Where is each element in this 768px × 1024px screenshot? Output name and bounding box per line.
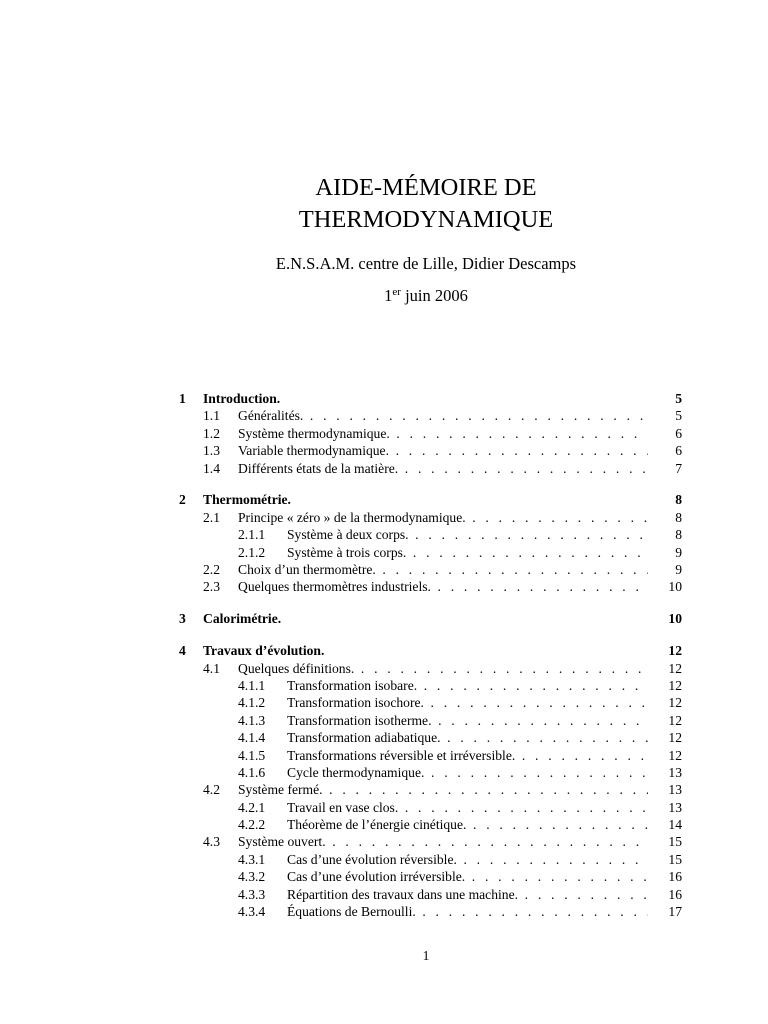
toc-spacer (179, 477, 682, 492)
toc-entry-title: Cas d’une évolution irréversible. . . . (287, 868, 648, 885)
toc-entry-title: Système ouvert. . . . (238, 833, 648, 850)
toc-entry-number: 2.3 (203, 579, 220, 595)
toc-entry-number: 4.1 (203, 660, 220, 676)
toc-entry-page: 16 (668, 869, 682, 885)
toc-subsection-entry[interactable] (179, 460, 682, 477)
toc-entry-number: 2.1 (203, 509, 220, 525)
toc-subsection-entry[interactable] (179, 561, 682, 578)
toc-entry-page: 10 (668, 611, 682, 627)
toc-entry-title: Transformation adiabatique. . . . (287, 729, 648, 746)
toc-subsubsection-entry[interactable] (179, 677, 682, 694)
toc-entry-number: 4 (179, 643, 186, 659)
toc-subsection-entry[interactable] (179, 833, 682, 850)
toc-entry-title: Principe « zéro » de la thermodynamique. . . . (238, 509, 648, 526)
toc-entry-page: 6 (675, 443, 682, 459)
toc-entry-number: 2.1.1 (238, 527, 266, 543)
toc-entry-title: Cycle thermodynamique. . . . (287, 764, 648, 781)
toc-entry-page: 12 (668, 643, 682, 659)
toc-entry-title: Théorème de l’énergie cinétique. . . . (287, 816, 648, 833)
toc-entry-number: 4.1.6 (238, 764, 266, 780)
toc-subsection-entry[interactable] (179, 509, 682, 526)
toc-entry-title: Quelques définitions. . . . (238, 660, 648, 677)
date-line (0, 286, 768, 306)
date-rest: juin 2006 (400, 286, 468, 305)
toc-entry-page: 8 (675, 527, 682, 543)
toc-subsubsection-entry[interactable] (179, 747, 682, 764)
toc-entry-page: 12 (668, 660, 682, 676)
author-line: E.N.S.A.M. centre de Lille, Didier Descamps (275, 254, 577, 273)
toc-entry-page: 12 (668, 747, 682, 763)
title-line-2: THERMODYNAMIQUE (298, 206, 554, 233)
toc-entry-page: 14 (668, 817, 682, 833)
toc-subsubsection-entry[interactable] (179, 903, 682, 920)
toc-entry-page: 13 (668, 799, 682, 815)
toc-entry-title: Système fermé. . . . (238, 781, 648, 798)
toc-entry-page: 12 (668, 677, 682, 693)
toc-entry-page: 5 (675, 391, 682, 406)
toc-subsubsection-entry[interactable] (179, 694, 682, 711)
toc-entry-title: Cas d’une évolution réversible. . . . (287, 851, 648, 868)
toc-entry-page: 8 (675, 492, 682, 508)
toc-entry-number: 2 (179, 492, 186, 508)
toc-entry-number: 4.3.4 (238, 904, 266, 920)
toc-entry-page: 15 (668, 851, 682, 867)
toc-entry-page: 16 (668, 886, 682, 902)
toc-entry-number: 4.3.1 (238, 851, 266, 867)
toc-entry-page: 12 (668, 730, 682, 746)
toc-entry-title: Système à trois corps. . . . (287, 544, 648, 561)
toc-subsubsection-entry[interactable] (179, 868, 682, 885)
toc-entry-page: 13 (668, 782, 682, 798)
toc-entry-number: 3 (179, 611, 186, 627)
toc-entry-number: 4.1.3 (238, 712, 266, 728)
date-day: 1 (384, 286, 393, 305)
toc-entry-number: 4.3 (203, 834, 220, 850)
toc-subsubsection-entry[interactable] (179, 712, 682, 729)
toc-subsection-entry[interactable] (179, 407, 682, 424)
toc-entry-page: 9 (675, 562, 682, 578)
toc-entry-page: 7 (675, 460, 682, 476)
toc-section-entry[interactable] (179, 642, 682, 659)
toc-entry-number: 1.3 (203, 443, 220, 459)
document-title (0, 172, 768, 236)
toc-entry-title: Thermométrie. (203, 492, 291, 508)
toc-entry-number: 4.1.5 (238, 747, 266, 763)
toc-entry-title: Système à deux corps. . . . (287, 526, 648, 543)
toc-subsubsection-entry[interactable] (179, 886, 682, 903)
toc-entry-number: 4.3.2 (238, 869, 266, 885)
toc-entry-number: 1.4 (203, 460, 220, 476)
toc-entry-title: Quelques thermomètres industriels. . . . (238, 578, 648, 595)
toc-entry-number: 4.3.3 (238, 886, 266, 902)
toc-entry-page: 8 (675, 509, 682, 525)
toc-entry-number: 2.1.2 (238, 544, 266, 560)
toc-subsubsection-entry[interactable] (179, 526, 682, 543)
toc-entry-title: Travaux d’évolution. (203, 643, 325, 659)
toc-entry-page: 5 (675, 408, 682, 424)
toc-entry-number: 2.2 (203, 562, 220, 578)
toc-subsection-entry[interactable] (179, 781, 682, 798)
toc-entry-number: 1.2 (203, 425, 220, 441)
toc-entry-page: 15 (668, 834, 682, 850)
toc-entry-title: Généralités. . . . (238, 407, 648, 424)
toc-entry-title: Transformation isochore. . . . (287, 694, 648, 711)
toc-entry-title: Calorimétrie. (203, 611, 282, 627)
toc-entry-number: 4.1.1 (238, 677, 266, 693)
title-line-1: AIDE-MÉMOIRE DE (315, 174, 537, 201)
toc-entry-title: Transformation isotherme. . . . (287, 712, 648, 729)
toc-entry-title: Répartition des travaux dans une machine. . . . (287, 886, 648, 903)
toc-subsubsection-entry[interactable] (179, 729, 682, 746)
toc-subsubsection-entry[interactable] (179, 816, 682, 833)
toc-spacer (179, 628, 682, 643)
page-number: 1 (422, 948, 430, 963)
toc-subsection-entry[interactable] (179, 660, 682, 677)
toc-entry-page: 12 (668, 712, 682, 728)
toc-section-entry[interactable] (179, 390, 682, 407)
toc-entry-page: 9 (675, 544, 682, 560)
toc-entry-number: 4.2.1 (238, 799, 266, 815)
toc-entry-page: 12 (668, 695, 682, 711)
toc-section-entry[interactable] (179, 491, 682, 508)
toc-subsection-entry[interactable] (179, 425, 682, 442)
toc-spacer (179, 596, 682, 611)
toc-entry-number: 1.1 (203, 408, 220, 424)
table-of-contents (179, 390, 682, 920)
toc-subsubsection-entry[interactable] (179, 799, 682, 816)
toc-entry-page: 10 (668, 579, 682, 595)
toc-entry-title: Choix d’un thermomètre. . . . (238, 561, 648, 578)
toc-entry-number: 4.1.2 (238, 695, 266, 711)
toc-subsubsection-entry[interactable] (179, 544, 682, 561)
toc-entry-page: 17 (668, 904, 682, 920)
toc-entry-title: Différents états de la matière. . . . (238, 460, 648, 477)
toc-subsection-entry[interactable] (179, 578, 682, 595)
toc-entry-page: 6 (675, 425, 682, 441)
toc-subsection-entry[interactable] (179, 442, 682, 459)
toc-subsubsection-entry[interactable] (179, 851, 682, 868)
toc-entry-number: 4.1.4 (238, 730, 266, 746)
toc-entry-title: Transformation isobare. . . . (287, 677, 648, 694)
toc-entry-title: Variable thermodynamique. . . . (238, 442, 648, 459)
toc-entry-title: Transformations réversible et irréversible. . . . (287, 747, 648, 764)
toc-entry-number: 1 (179, 391, 186, 406)
toc-section-entry[interactable] (179, 610, 682, 627)
toc-entry-title: Système thermodynamique. . . . (238, 425, 648, 442)
toc-subsubsection-entry[interactable] (179, 764, 682, 781)
toc-entry-title: Équations de Bernoulli. . . . (287, 903, 648, 920)
toc-entry-title: Travail en vase clos. . . . (287, 799, 648, 816)
toc-entry-number: 4.2 (203, 782, 220, 798)
toc-entry-title: Introduction. (203, 391, 281, 406)
toc-entry-page: 13 (668, 764, 682, 780)
toc-entry-number: 4.2.2 (238, 817, 266, 833)
date-ordinal: er (392, 286, 401, 298)
